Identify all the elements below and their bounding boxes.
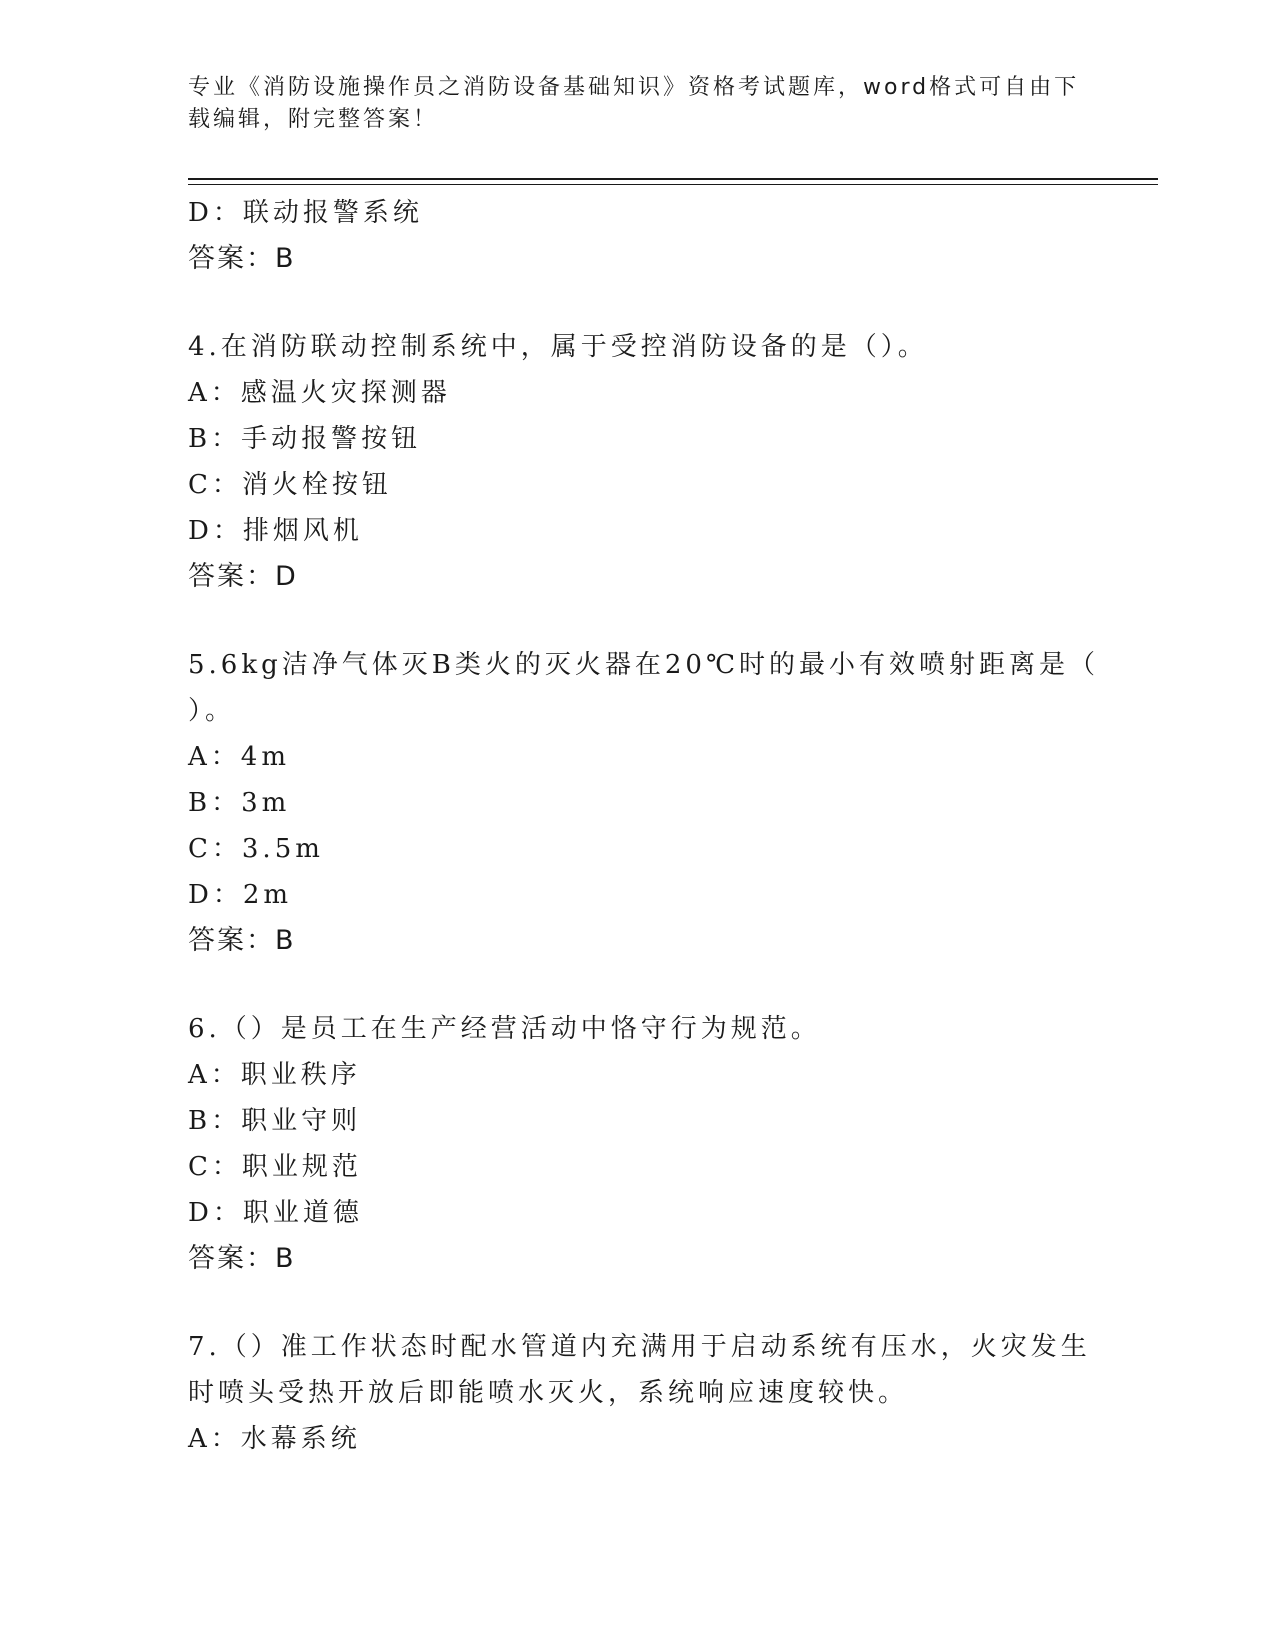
prev-answer: 答案：B [188, 243, 296, 274]
q7-question-line2: 时喷头受热开放后即能喷水灭火，系统响应速度较快。 [188, 1378, 909, 1408]
q5-question-line2: ）。 [188, 696, 236, 726]
q4-option-c: C：消火栓按钮 [188, 470, 392, 500]
q6-option-c: C：职业规范 [188, 1152, 362, 1182]
question-gap [188, 282, 1068, 324]
q4-option-b: B：手动报警按钮 [188, 424, 422, 454]
question-gap [188, 1282, 1068, 1324]
q6-option-a: A：职业秩序 [188, 1060, 361, 1090]
q5-option-b: B：3m [188, 788, 291, 818]
q7-question-line1: 7.（）准工作状态时配水管道内充满用于启动系统有压水，火灾发生 [188, 1332, 1091, 1362]
q5-option-c: C：3.5m [188, 834, 324, 864]
header-divider-thin [188, 184, 1158, 185]
q6-answer: 答案：B [188, 1243, 296, 1274]
q6-option-d: D：职业道德 [188, 1198, 363, 1228]
question-gap [188, 600, 1068, 642]
header-line-1: 专业《消防设施操作员之消防设备基础知识》资格考试题库，word格式可自由下 [188, 75, 1080, 100]
q6-option-b: B：职业守则 [188, 1106, 362, 1136]
q6-question: 6.（）是员工在生产经营活动中恪守行为规范。 [188, 1014, 821, 1044]
q5-answer: 答案：B [188, 925, 296, 956]
question-gap [188, 964, 1068, 1006]
q4-option-a: A：感温火灾探测器 [188, 378, 451, 408]
q4-question: 4.在消防联动控制系统中，属于受控消防设备的是（）。 [188, 332, 928, 362]
q7-option-a: A：水幕系统 [188, 1424, 361, 1454]
header-line-2: 载编辑，附完整答案！ [188, 107, 439, 132]
q5-option-d: D：2m [188, 880, 293, 910]
document-header [188, 72, 1080, 136]
q4-option-d: D：排烟风机 [188, 516, 363, 546]
q4-answer: 答案：D [188, 561, 298, 592]
q5-question-line1: 5.6kg洁净气体灭B类火的灭火器在20℃时的最小有效喷射距离是（ [188, 650, 1100, 680]
question-list [188, 190, 1100, 1462]
prev-option-d: D：联动报警系统 [188, 198, 423, 228]
header-divider-thick [188, 178, 1158, 180]
q5-option-a: A：4m [188, 742, 290, 772]
